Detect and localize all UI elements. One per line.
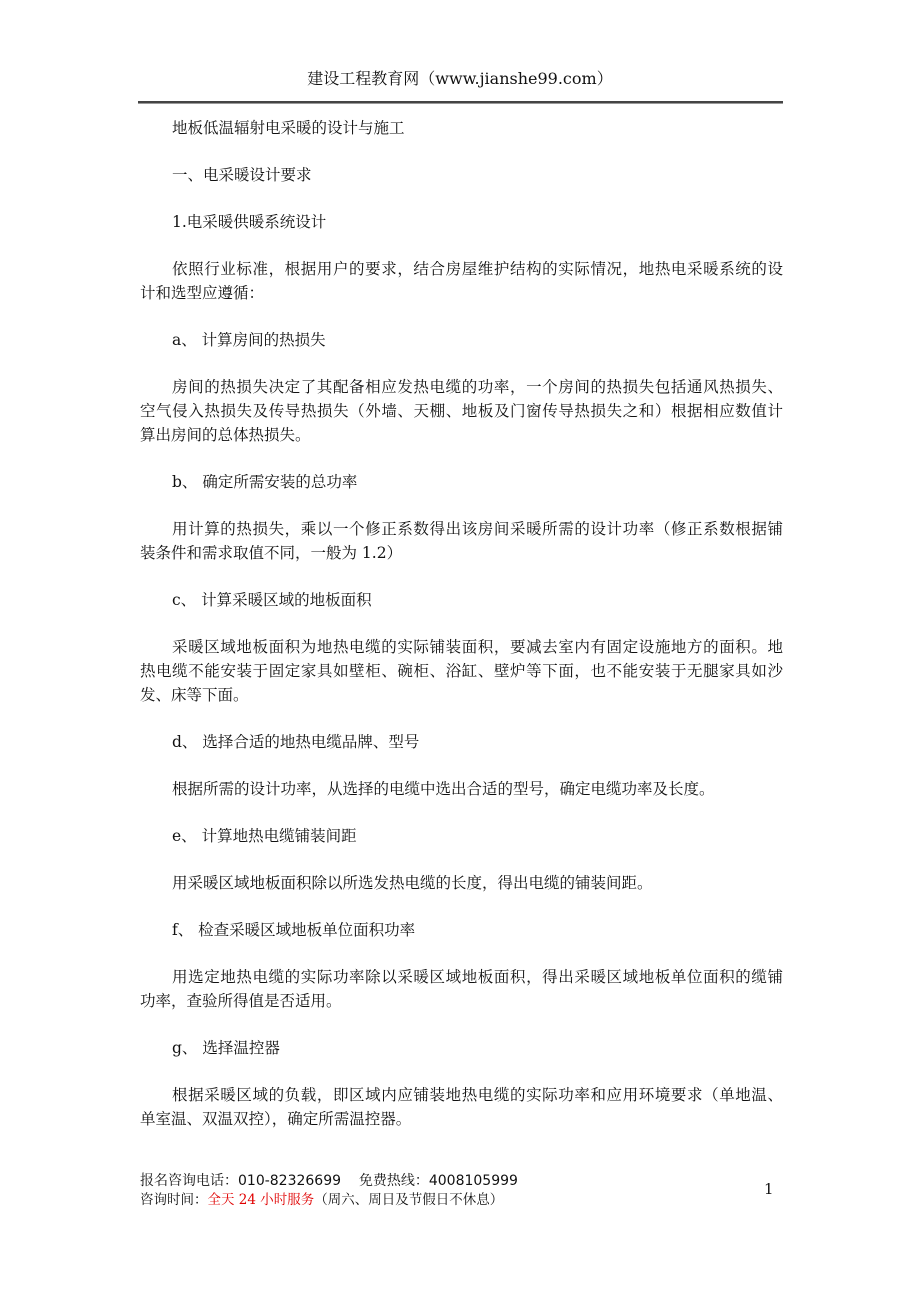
paragraph (140, 824, 783, 848)
paragraph (140, 730, 783, 754)
paragraph (140, 1036, 783, 1060)
paragraphs (140, 163, 783, 1131)
document-body (140, 116, 783, 1154)
paragraph-line: a、 计算房间的热损失 (172, 331, 326, 349)
paragraph-line: 一、电采暖设计要求 (172, 166, 312, 184)
page-number: 1 (764, 1180, 774, 1198)
paragraph (140, 635, 783, 707)
paragraph-line: 单室温、双温双控），确定所需温控器。 (140, 1110, 412, 1128)
paragraph (140, 588, 783, 612)
paragraph-line: 计和选型应遵循： (140, 284, 265, 302)
paragraph-line: g、 选择温控器 (172, 1039, 280, 1057)
paragraph-line: b、 确定所需安装的总功率 (172, 473, 358, 491)
paragraph-line: 房间的热损失决定了其配备相应发热电缆的功率，一个房间的热损失包括通风热损失、 (172, 378, 783, 396)
paragraph (140, 328, 783, 352)
paragraph-line: 空气侵入热损失及传导热损失（外墙、天棚、地板及门窗传导热损失之和）根据相应数值计 (140, 402, 783, 420)
paragraph-line: 1.电采暖供暖系统设计 (172, 213, 327, 231)
paragraph (140, 517, 783, 565)
paragraph-line: 功率，查验所得值是否适用。 (140, 992, 342, 1010)
paragraph (140, 210, 783, 234)
page-header: 建设工程教育网（www.jianshe99.com） (307, 69, 613, 88)
paragraph (140, 257, 783, 305)
hours-label: 咨询时间： (140, 1192, 208, 1208)
hours-note: （周六、周日及节假日不休息） (314, 1192, 504, 1208)
paragraph-line: 装条件和需求取值不同，一般为 1.2） (140, 544, 403, 562)
paragraph-line: d、 选择合适的地热电缆品牌、型号 (172, 733, 420, 751)
paragraph (140, 375, 783, 447)
paragraph-line: f、 检查采暖区域地板单位面积功率 (172, 921, 416, 939)
paragraph (140, 777, 783, 801)
paragraph-line: 依照行业标准，根据用户的要求，结合房屋维护结构的实际情况，地热电采暖系统的设 (172, 260, 783, 278)
paragraph-line: 用采暖区域地板面积除以所选发热电缆的长度，得出电缆的铺装间距。 (172, 874, 653, 892)
paragraph-line: 根据采暖区域的负载，即区域内应铺装地热电缆的实际功率和应用环境要求（单地温、 (172, 1086, 783, 1104)
paragraph-line: 算出房间的总体热损失。 (140, 426, 311, 444)
document-title: 地板低温辐射电采暖的设计与施工 (172, 119, 405, 137)
hours-line (140, 1191, 518, 1210)
phone: 报名咨询电话：010-82326699 (140, 1173, 342, 1189)
paragraph-line: 用计算的热损失，乘以一个修正系数得出该房间采暖所需的设计功率（修正系数根据铺 (172, 520, 783, 538)
paragraph (140, 163, 783, 187)
paragraph (140, 1083, 783, 1131)
contact-line (140, 1172, 518, 1191)
paragraph-line: e、 计算地热电缆铺装间距 (172, 827, 357, 845)
paragraph-line: 根据所需的设计功率，从选择的电缆中选出合适的型号，确定电缆功率及长度。 (172, 780, 715, 798)
paragraph (140, 918, 783, 942)
hours-highlight: 全天 24 小时服务 (207, 1192, 315, 1208)
page-footer (140, 1172, 518, 1210)
paragraph (140, 965, 783, 1013)
header-divider (138, 101, 783, 104)
hotline: 免费热线：4008105999 (358, 1173, 518, 1189)
paragraph (140, 871, 783, 895)
paragraph-line: c、 计算采暖区域的地板面积 (172, 591, 372, 609)
paragraph-line: 采暖区域地板面积为地热电缆的实际铺装面积，要减去室内有固定设施地方的面积。地 (172, 638, 783, 656)
paragraph (140, 470, 783, 494)
paragraph-line: 热电缆不能安装于固定家具如壁柜、碗柜、浴缸、壁炉等下面，也不能安装于无腿家具如沙 (140, 662, 783, 680)
paragraph-line: 发、床等下面。 (140, 686, 249, 704)
paragraph-line: 用选定地热电缆的实际功率除以采暖区域地板面积，得出采暖区域地板单位面积的缆铺 (172, 968, 783, 986)
